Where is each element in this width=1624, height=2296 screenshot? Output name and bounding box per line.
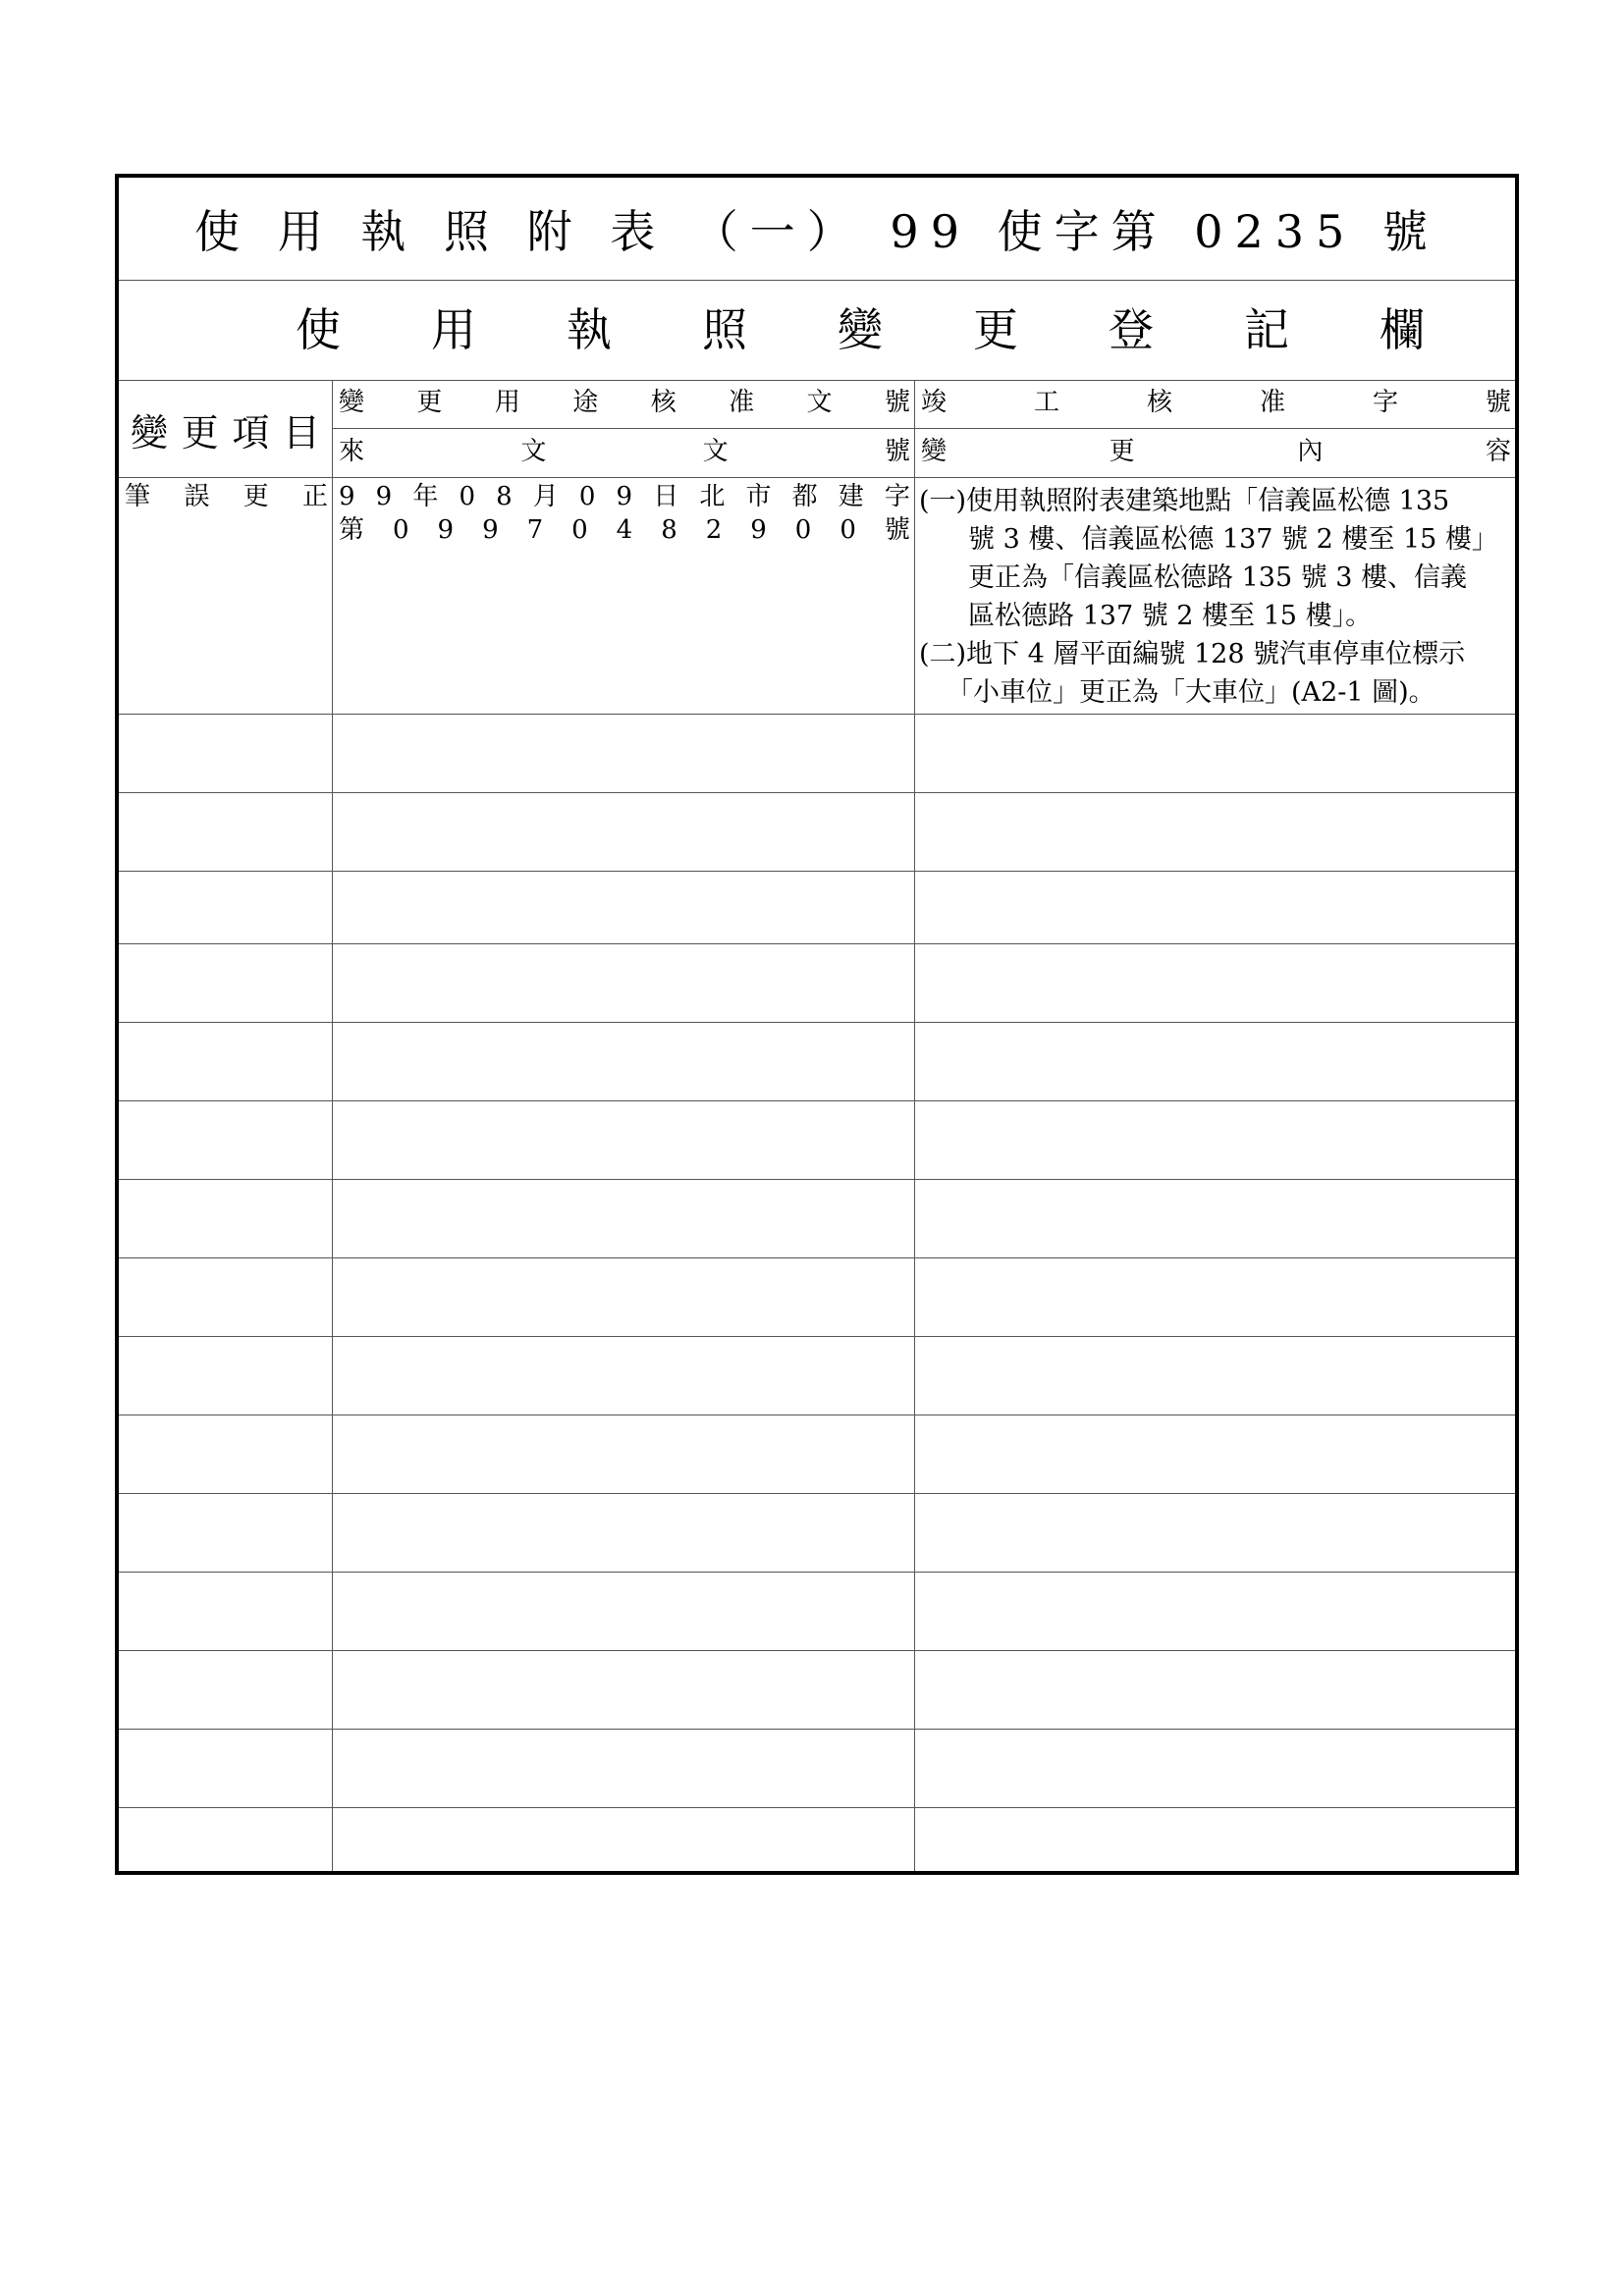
empty-cell [119, 1730, 333, 1807]
header-char: 號 [1485, 388, 1511, 417]
subtitle-char: 登 [1109, 303, 1154, 356]
doc-char: 月 [532, 482, 559, 511]
empty-cell [915, 1337, 1515, 1415]
empty-cell [915, 1180, 1515, 1257]
table-row-empty [119, 793, 1515, 872]
header-char: 號 [884, 437, 910, 466]
doc-char: 2 [705, 515, 723, 545]
table-row-empty [119, 1415, 1515, 1494]
subtitle-char: 照 [702, 303, 747, 356]
header-char: 文 [702, 437, 729, 466]
header-char: 核 [650, 388, 677, 417]
empty-cell [915, 1808, 1515, 1871]
subtitle-char: 執 [567, 303, 612, 356]
table-row-empty [119, 872, 1515, 944]
header-change-content [915, 429, 1515, 478]
doc-char: 0 [578, 482, 596, 511]
subtitle-char: 欄 [1380, 303, 1425, 356]
content-line: 更正為「信義區松德路 135 號 3 樓、信義 [968, 562, 1468, 593]
doc-char: 日 [653, 482, 679, 511]
doc-char: 9 [750, 515, 767, 545]
header-char: 文 [806, 388, 833, 417]
doc-char: 號 [884, 515, 910, 545]
doc-char: 第 [339, 515, 365, 545]
empty-cell [915, 715, 1515, 792]
content-line: (二)地下 4 層平面編號 128 號汽車停車位標示 [919, 639, 1466, 669]
item-char: 誤 [184, 482, 210, 511]
header-char: 變 [921, 437, 947, 466]
empty-cell [119, 1101, 333, 1179]
doc-char: 8 [496, 482, 513, 511]
empty-cell [119, 1494, 333, 1572]
empty-cell [119, 872, 333, 943]
item-char: 筆 [125, 482, 151, 511]
empty-cell [119, 1023, 333, 1100]
empty-cell [333, 1415, 915, 1493]
subtitle-char: 記 [1244, 303, 1289, 356]
empty-cell [333, 1023, 915, 1100]
header-change-item [119, 380, 333, 478]
registration-form [115, 174, 1519, 1875]
empty-cell [119, 1180, 333, 1257]
entry-doc-line-1 [333, 478, 914, 513]
header-char: 容 [1485, 437, 1511, 466]
subtitle-char: 用 [431, 303, 476, 356]
empty-cell [333, 872, 915, 943]
table-row-empty [119, 1258, 1515, 1337]
header-char: 變 [131, 410, 169, 454]
header-char: 內 [1297, 437, 1324, 466]
item-char: 更 [243, 482, 269, 511]
empty-cell [119, 1258, 333, 1336]
entry-item-cell [119, 478, 333, 714]
doc-char: 0 [459, 482, 475, 511]
empty-cell [333, 1258, 915, 1336]
empty-cell [333, 1573, 915, 1650]
doc-char: 都 [791, 482, 818, 511]
doc-char: 9 [375, 482, 393, 511]
table-row-empty [119, 1573, 1515, 1651]
empty-cell [915, 1415, 1515, 1493]
empty-cell [333, 715, 915, 792]
entry-doc-cell [333, 478, 915, 714]
table-row-empty [119, 1730, 1515, 1808]
content-line: 「小車位」更正為「大車位」(A2-1 圖)。 [947, 677, 1435, 708]
empty-cell [119, 944, 333, 1022]
header-char: 項 [232, 410, 270, 454]
content-line: 號 3 樓、信義區松德 137 號 2 樓至 15 樓」 [968, 524, 1498, 555]
empty-cell [915, 1101, 1515, 1179]
subtitle-char: 更 [973, 303, 1018, 356]
doc-char: 字 [884, 482, 910, 511]
header-char: 目 [282, 410, 320, 454]
empty-cell [333, 793, 915, 871]
doc-char: 9 [437, 515, 455, 545]
header-char: 來 [339, 437, 365, 466]
table-row-empty [119, 1651, 1515, 1730]
empty-cell [915, 1258, 1515, 1336]
subtitle-char: 使 [296, 303, 341, 356]
empty-cell [119, 715, 333, 792]
entry-content-cell [915, 478, 1515, 714]
empty-cell [333, 1494, 915, 1572]
doc-char: 0 [839, 515, 856, 545]
empty-cell [333, 1101, 915, 1179]
empty-cell [119, 1808, 333, 1871]
doc-char: 0 [571, 515, 588, 545]
table-row-empty [119, 715, 1515, 793]
header-char: 更 [181, 410, 219, 454]
table-row [119, 478, 1515, 715]
empty-cell [333, 1337, 915, 1415]
table-header [119, 380, 1515, 478]
header-char: 竣 [921, 388, 947, 417]
table-row-empty [119, 1101, 1515, 1180]
empty-cell [119, 1415, 333, 1493]
header-char: 變 [339, 388, 365, 417]
content-line: 區松德路 137 號 2 樓至 15 樓」。 [968, 601, 1373, 631]
empty-cell [915, 1651, 1515, 1729]
empty-cell [915, 944, 1515, 1022]
empty-cell [333, 1808, 915, 1871]
empty-cell [915, 1023, 1515, 1100]
header-char: 用 [494, 388, 520, 417]
empty-cell [915, 872, 1515, 943]
doc-char: 建 [838, 482, 864, 511]
header-char: 號 [884, 388, 910, 417]
doc-char: 7 [526, 515, 544, 545]
table-row-empty [119, 1023, 1515, 1101]
entry-doc-line-2 [333, 513, 914, 547]
content-line: (一)使用執照附表建築地點「信義區松德 135 [919, 486, 1450, 516]
empty-cell [915, 793, 1515, 871]
doc-char: 4 [616, 515, 633, 545]
header-char: 更 [1109, 437, 1135, 466]
header-char: 工 [1033, 388, 1059, 417]
header-approval-doc [333, 380, 915, 429]
empty-cell [333, 1730, 915, 1807]
empty-cell [119, 1337, 333, 1415]
empty-cell [119, 793, 333, 871]
table-row-empty [119, 1808, 1515, 1871]
header-char: 更 [416, 388, 443, 417]
empty-cell [915, 1494, 1515, 1572]
document-subtitle [119, 280, 1515, 381]
empty-cell [333, 944, 915, 1022]
empty-cell [119, 1651, 333, 1729]
header-char: 文 [520, 437, 547, 466]
entry-item [119, 478, 332, 513]
doc-char: 9 [482, 515, 499, 545]
doc-char: 8 [661, 515, 677, 545]
table-row-empty [119, 1337, 1515, 1415]
table-row-empty [119, 1494, 1515, 1573]
table-row-empty [119, 944, 1515, 1023]
header-char: 核 [1146, 388, 1172, 417]
doc-char: 市 [745, 482, 772, 511]
subtitle-char: 變 [838, 303, 883, 356]
header-char: 准 [1259, 388, 1285, 417]
empty-cell [333, 1180, 915, 1257]
doc-char: 年 [412, 482, 439, 511]
doc-char: 0 [393, 515, 409, 545]
header-char: 字 [1372, 388, 1398, 417]
header-incoming-doc [333, 429, 915, 478]
header-char: 准 [729, 388, 755, 417]
empty-cell [915, 1730, 1515, 1807]
empty-cell [915, 1573, 1515, 1650]
doc-char: 北 [699, 482, 726, 511]
document-title: 使 用 執 照 附 表 （一） 99 使字第 0235 號 [119, 178, 1515, 281]
doc-char: 9 [339, 482, 355, 511]
empty-cell [119, 1573, 333, 1650]
header-completion-no [915, 380, 1515, 429]
table-row-empty [119, 1180, 1515, 1258]
doc-char: 9 [616, 482, 633, 511]
header-char: 途 [572, 388, 599, 417]
item-char: 正 [301, 482, 328, 511]
doc-char: 0 [794, 515, 812, 545]
empty-cell [333, 1651, 915, 1729]
